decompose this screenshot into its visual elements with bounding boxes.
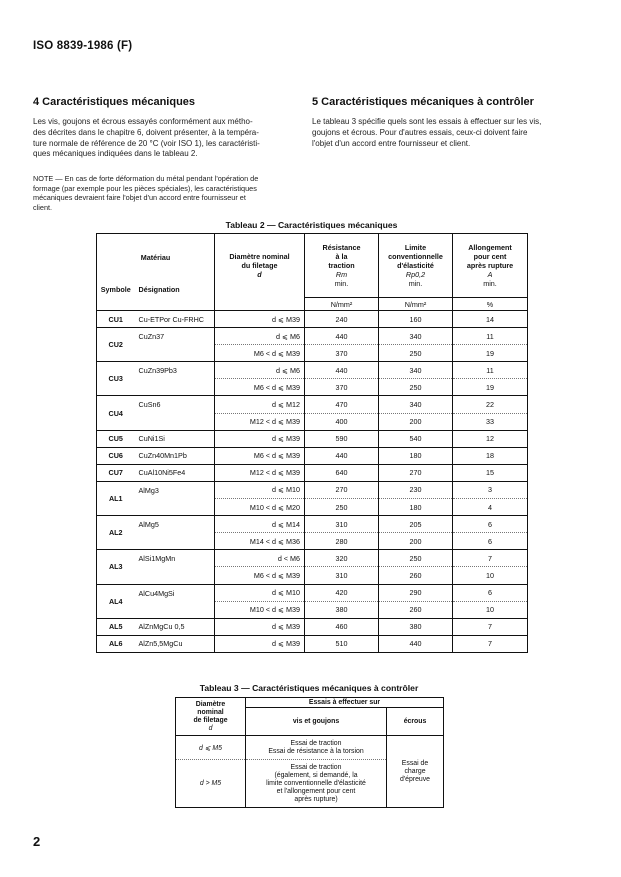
diameter-cell: M6 < d ⩽ M39: [215, 345, 305, 362]
text-line: mécaniques devraient faire l'objet d'un accord entre fournisseur et: [33, 193, 246, 203]
a-cell: 7: [453, 635, 528, 652]
unit-rm: N/mm²: [305, 298, 379, 311]
header-text: Diamètre nominal: [229, 252, 290, 262]
rm-cell: 250: [305, 499, 379, 516]
section-4-note: [33, 174, 298, 212]
rp-cell: 340: [379, 328, 453, 345]
rm-cell: 440: [305, 447, 379, 464]
table-row: [176, 736, 444, 760]
designation-cell: AlMg5: [135, 516, 215, 550]
section-4-body: [33, 117, 298, 160]
symbol-cell: CU5: [97, 430, 135, 447]
rm-cell: 240: [305, 311, 379, 328]
diameter-cell: d ⩽ M39: [215, 430, 305, 447]
rp-cell: 160: [379, 311, 453, 328]
diameter-cell: d ⩽ M10: [215, 481, 305, 498]
table-row: [97, 618, 528, 635]
rm-cell: 470: [305, 396, 379, 413]
header-text: Diamètre: [195, 700, 226, 708]
cell-text: Essai de traction: [290, 739, 342, 747]
diametre-cell: d > M5: [176, 760, 246, 808]
rp-cell: 540: [379, 430, 453, 447]
rp-cell: 200: [379, 533, 453, 550]
table-row: [97, 481, 528, 498]
designation-cell: AlCu4MgSi: [135, 584, 215, 618]
rm-cell: 370: [305, 379, 379, 396]
header-vis-goujons: vis et goujons: [246, 708, 387, 736]
header-symbole: Symbole: [100, 285, 131, 294]
table-2: [96, 233, 528, 653]
diameter-cell: M14 < d ⩽ M36: [215, 533, 305, 550]
table-3: [175, 697, 444, 808]
a-cell: 6: [453, 516, 528, 533]
cell-text: Essai de résistance à la torsion: [268, 747, 364, 755]
header-diametre-nominal: [176, 698, 246, 736]
symbol-cell: CU2: [97, 328, 135, 362]
designation-cell: CuNi1Si: [135, 430, 215, 447]
rp-cell: 340: [379, 362, 453, 379]
rp-cell: 230: [379, 481, 453, 498]
header-text: Allongement: [468, 243, 512, 252]
section-5-title: 5 Caractéristiques mécaniques à contrôler: [312, 96, 534, 108]
cell-text: et l'allongement pour cent: [276, 787, 356, 795]
text-line: client.: [33, 202, 53, 212]
diameter-cell: d ⩽ M6: [215, 362, 305, 379]
section-4-title: 4 Caractéristiques mécaniques: [33, 96, 196, 108]
rm-cell: 460: [305, 618, 379, 635]
table-3-caption: Tableau 3 — Caractéristiques mécaniques à contrôler: [199, 683, 419, 693]
symbol-cell: AL5: [97, 618, 135, 635]
diameter-cell: d < M6: [215, 550, 305, 567]
header-text: Limite: [404, 243, 427, 252]
a-cell: 11: [453, 362, 528, 379]
diameter-cell: d ⩽ M39: [215, 311, 305, 328]
vis-cell: [246, 736, 387, 760]
rm-cell: 380: [305, 601, 379, 618]
symbol-cell: CU6: [97, 447, 135, 464]
designation-cell: CuZn37: [135, 328, 215, 362]
a-cell: 7: [453, 618, 528, 635]
symbol-cell: AL3: [97, 550, 135, 584]
cell-text: (également, si demandé, la: [274, 771, 358, 779]
symbol-cell: CU7: [97, 464, 135, 481]
table-2-caption: Tableau 2 — Caractéristiques mécaniques: [225, 220, 398, 230]
table-row: [97, 311, 528, 328]
diameter-cell: d ⩽ M10: [215, 584, 305, 601]
diameter-cell: M12 < d ⩽ M39: [215, 464, 305, 481]
ecrous-cell: [387, 736, 444, 808]
rm-cell: 420: [305, 584, 379, 601]
table-row: [97, 464, 528, 481]
header-symbol: d: [208, 724, 213, 732]
text-line: Les vis, goujons et écrous essayés conformément aux métho-: [33, 117, 253, 126]
rp-cell: 340: [379, 396, 453, 413]
a-cell: 6: [453, 584, 528, 601]
symbol-cell: CU3: [97, 362, 135, 396]
a-cell: 22: [453, 396, 528, 413]
table-row: [97, 550, 528, 567]
header-symbol: A: [487, 270, 493, 279]
diameter-cell: d ⩽ M39: [215, 618, 305, 635]
diameter-cell: d ⩽ M39: [215, 635, 305, 652]
symbol-cell: AL4: [97, 584, 135, 618]
unit-a: %: [453, 298, 528, 311]
cell-text: après rupture): [294, 795, 338, 803]
a-cell: 15: [453, 464, 528, 481]
rm-cell: 640: [305, 464, 379, 481]
rp-cell: 380: [379, 618, 453, 635]
rm-cell: 440: [305, 362, 379, 379]
rm-cell: 280: [305, 533, 379, 550]
rp-cell: 290: [379, 584, 453, 601]
a-cell: 6: [453, 533, 528, 550]
table-row: [97, 635, 528, 652]
a-cell: 7: [453, 550, 528, 567]
rm-cell: 400: [305, 413, 379, 430]
header-symbol: Rm: [335, 270, 348, 279]
header-text: conventionnelle: [388, 252, 443, 261]
header-resistance: [305, 234, 379, 298]
designation-cell: AlZnMgCu 0,5: [135, 618, 215, 635]
table-row: [97, 447, 528, 464]
a-cell: 19: [453, 345, 528, 362]
a-cell: 33: [453, 413, 528, 430]
designation-cell: CuAl10Ni5Fe4: [135, 464, 215, 481]
cell-text: Essai de: [401, 759, 429, 767]
a-cell: 10: [453, 567, 528, 584]
symbol-cell: AL6: [97, 635, 135, 652]
page-number: 2: [33, 834, 41, 849]
text-line: l'objet d'un accord entre fournisseur et client.: [312, 138, 471, 148]
diameter-cell: M6 < d ⩽ M39: [215, 379, 305, 396]
table-row: [97, 396, 528, 413]
text-line: des décrites dans le chapitre 6, doivent présenter, à la tempéra-: [33, 127, 259, 137]
designation-cell: CuZn39Pb3: [135, 362, 215, 396]
cell-text: Essai de traction: [290, 763, 342, 771]
rp-cell: 250: [379, 550, 453, 567]
rp-cell: 205: [379, 516, 453, 533]
rm-cell: 370: [305, 345, 379, 362]
a-cell: 18: [453, 447, 528, 464]
table-row: [97, 362, 528, 379]
header-essais: Essais à effectuer sur: [246, 698, 444, 708]
header-text: pour cent: [473, 252, 507, 261]
header-diametre: [215, 234, 305, 298]
table-row: [97, 584, 528, 601]
designation-cell: CuZn40Mn1Pb: [135, 447, 215, 464]
header-min: min.: [483, 279, 497, 288]
a-cell: 19: [453, 379, 528, 396]
diameter-cell: M6 < d ⩽ M39: [215, 447, 305, 464]
text-line: ques mécaniques indiquées dans le tableau 2.: [33, 149, 198, 159]
text-line: Le tableau 3 spécifie quels sont les essais à effectuer sur les vis,: [312, 117, 542, 126]
cell-text: charge: [404, 767, 426, 775]
a-cell: 10: [453, 601, 528, 618]
header-designation: Désignation: [138, 285, 180, 294]
header-text: de filetage: [193, 716, 228, 724]
table-2-body: [97, 311, 528, 653]
diametre-cell: d ⩽ M5: [176, 736, 246, 760]
header-text: Résistance: [322, 243, 361, 252]
designation-cell: AlMg3: [135, 481, 215, 515]
rp-cell: 250: [379, 345, 453, 362]
rp-cell: 270: [379, 464, 453, 481]
header-text: après rupture: [466, 261, 514, 270]
header-ecrous: écrous: [387, 708, 444, 736]
header-symbol: Rp0,2: [405, 270, 426, 279]
a-cell: 4: [453, 499, 528, 516]
cell-text: limite conventionnelle d'élasticité: [266, 779, 366, 787]
symbol-cell: AL1: [97, 481, 135, 515]
a-cell: 11: [453, 328, 528, 345]
rm-cell: 590: [305, 430, 379, 447]
rm-cell: 440: [305, 328, 379, 345]
diameter-cell: d ⩽ M14: [215, 516, 305, 533]
table-row: [97, 430, 528, 447]
a-cell: 14: [453, 311, 528, 328]
rm-cell: 320: [305, 550, 379, 567]
cell-text: d'épreuve: [399, 775, 431, 783]
table-2-head: [97, 234, 528, 311]
header-min: min.: [334, 279, 349, 288]
text-line: ture normale de référence de 20 °C (voir ISO 1), les caractéristi-: [33, 138, 260, 148]
header-text: traction: [328, 261, 355, 270]
header-text: du filetage: [241, 261, 278, 271]
rp-cell: 260: [379, 601, 453, 618]
header-min: min.: [408, 279, 423, 288]
diameter-cell: M12 < d ⩽ M39: [215, 413, 305, 430]
a-cell: 12: [453, 430, 528, 447]
section-5-body: [312, 117, 587, 149]
rm-cell: 310: [305, 516, 379, 533]
text-line: goujons et écrous. Pour d'autres essais, ceux-ci doivent faire: [312, 127, 528, 137]
symbol-cell: CU1: [97, 311, 135, 328]
header-text: à la: [335, 252, 348, 261]
text-line: NOTE — En cas de forte déformation du métal pendant l'opération de: [33, 174, 259, 183]
rp-cell: 180: [379, 447, 453, 464]
diameter-cell: M10 < d ⩽ M20: [215, 499, 305, 516]
rp-cell: 180: [379, 499, 453, 516]
diameter-cell: M6 < d ⩽ M39: [215, 567, 305, 584]
header-text: nominal: [197, 708, 224, 716]
a-cell: 3: [453, 481, 528, 498]
unit-rp: N/mm²: [379, 298, 453, 311]
table-row: [97, 516, 528, 533]
header-text: d'élasticité: [397, 261, 434, 270]
designation-cell: AlSi1MgMn: [135, 550, 215, 584]
diameter-cell: M10 < d ⩽ M39: [215, 601, 305, 618]
rm-cell: 310: [305, 567, 379, 584]
vis-cell: [246, 760, 387, 808]
header-allongement: [453, 234, 528, 298]
rp-cell: 440: [379, 635, 453, 652]
rp-cell: 250: [379, 379, 453, 396]
rp-cell: 260: [379, 567, 453, 584]
diameter-cell: d ⩽ M6: [215, 328, 305, 345]
table-row: [97, 328, 528, 345]
document-header: ISO 8839-1986 (F): [33, 40, 133, 52]
rp-cell: 200: [379, 413, 453, 430]
text-line: formage (par exemple pour les pièces spéciales), les caractéristiques: [33, 183, 257, 193]
diameter-cell: d ⩽ M12: [215, 396, 305, 413]
designation-cell: Cu-ETPor Cu-FRHC: [135, 311, 215, 328]
rm-cell: 510: [305, 635, 379, 652]
header-materiau: Matériau: [140, 253, 171, 263]
header-limite: [379, 234, 453, 298]
designation-cell: CuSn6: [135, 396, 215, 430]
symbol-cell: CU4: [97, 396, 135, 430]
header-symbol: d: [257, 270, 262, 280]
rm-cell: 270: [305, 481, 379, 498]
symbol-cell: AL2: [97, 516, 135, 550]
designation-cell: AlZn5,5MgCu: [135, 635, 215, 652]
